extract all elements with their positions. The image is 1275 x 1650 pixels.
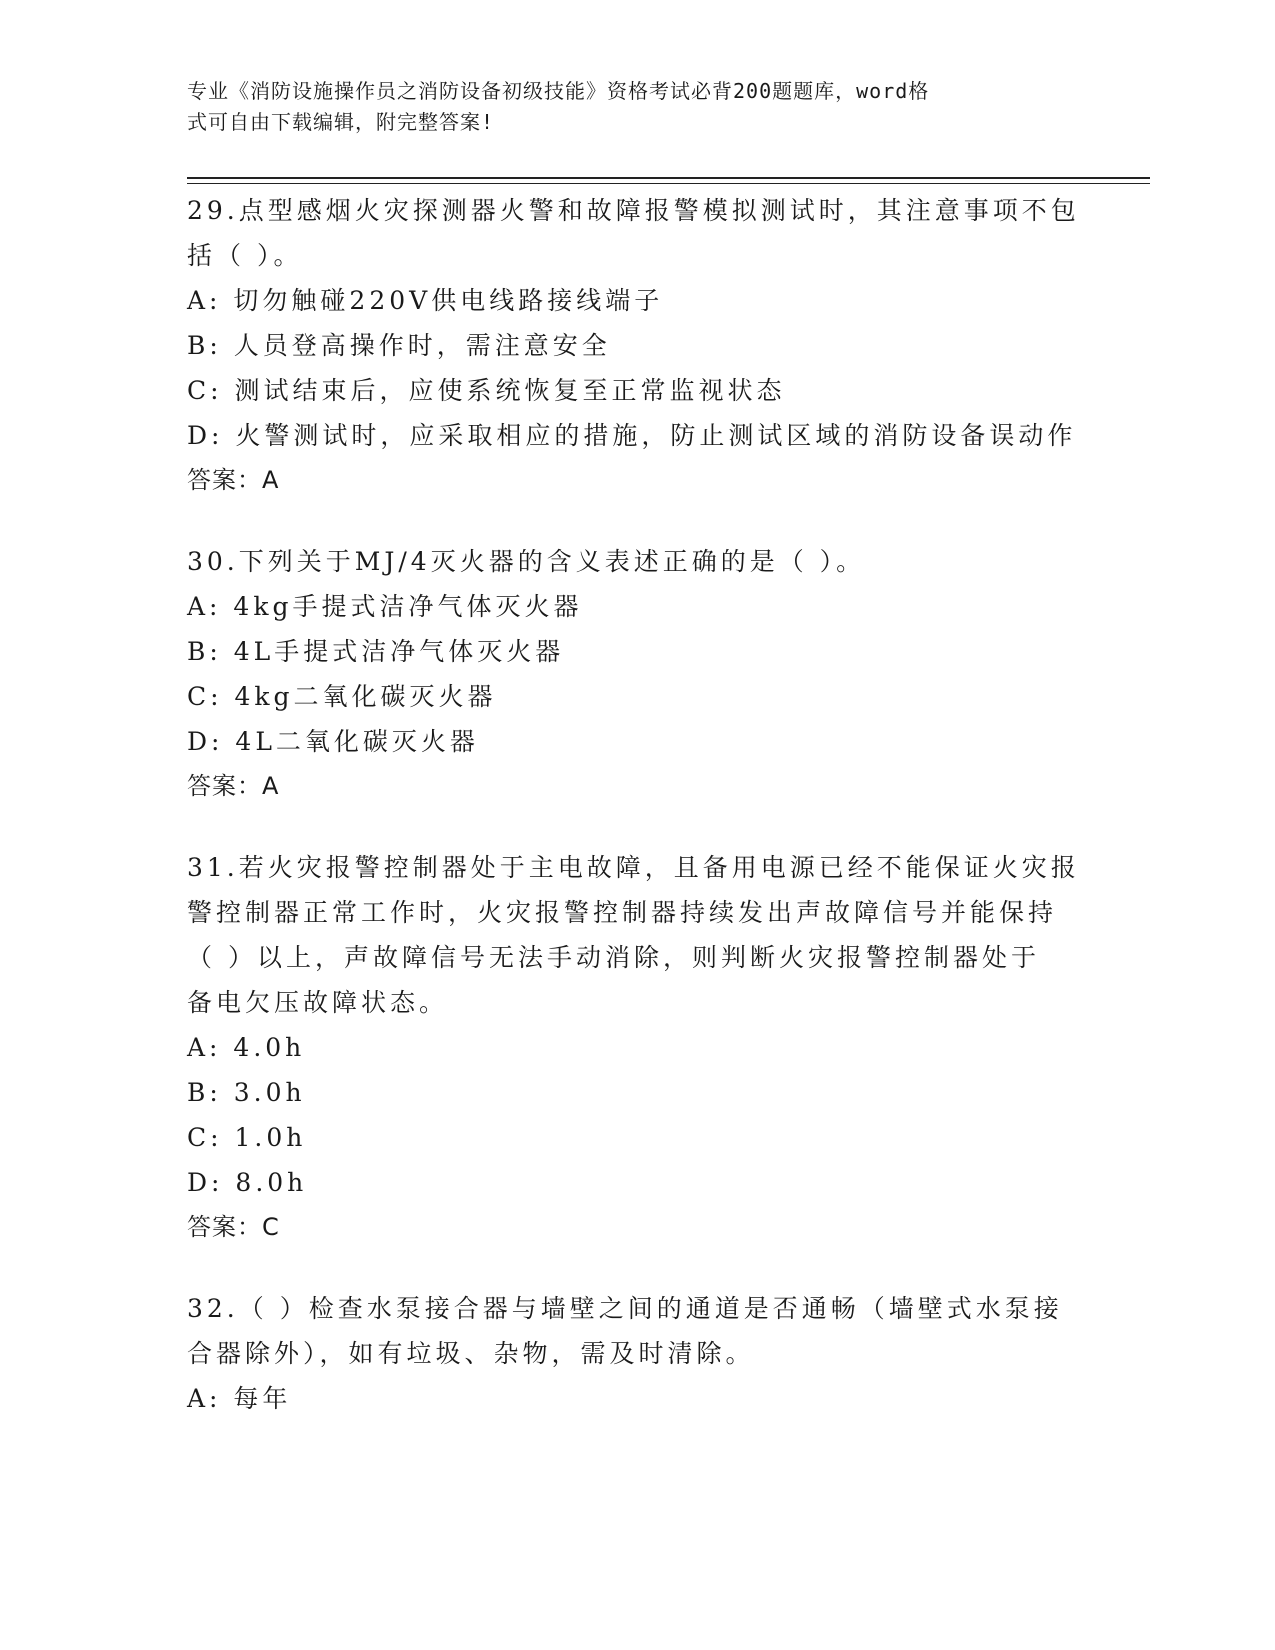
stem-line: 29.点型感烟火灾探测器火警和故障报警模拟测试时，其注意事项不包 xyxy=(187,196,1080,225)
question-stem xyxy=(187,188,1087,278)
header-line-2: 式可自由下载编辑，附完整答案! xyxy=(187,110,495,134)
option-b: B: 人员登高操作时，需注意安全 xyxy=(187,331,611,360)
option-d: D: 4L二氧化碳灭火器 xyxy=(187,727,479,756)
question-29 xyxy=(187,188,1087,503)
stem-line: 警控制器正常工作时，火灾报警控制器持续发出声故障信号并能保持 xyxy=(187,898,1058,927)
document-header xyxy=(187,76,1067,138)
option-c: C: 4kg二氧化碳灭火器 xyxy=(187,682,497,711)
question-32 xyxy=(187,1286,1087,1421)
answer-line: 答案：C xyxy=(187,1213,280,1241)
option-b: B: 3.0h xyxy=(187,1078,306,1107)
header-divider-thick xyxy=(187,177,1150,179)
option-a: A: 4kg手提式洁净气体灭火器 xyxy=(187,592,583,621)
option-a: A: 4.0h xyxy=(187,1033,306,1062)
header-divider-thin xyxy=(187,183,1150,184)
option-a: A: 每年 xyxy=(187,1384,292,1413)
stem-line: 合器除外），如有垃圾、杂物，需及时清除。 xyxy=(187,1339,755,1368)
option-d: D: 火警测试时，应采取相应的措施，防止测试区域的消防设备误动作 xyxy=(187,421,1077,450)
stem-line: 32.（ ）检查水泵接合器与墙壁之间的通道是否通畅（墙壁式水泵接 xyxy=(187,1294,1063,1323)
option-a: A: 切勿触碰220V供电线路接线端子 xyxy=(187,286,664,315)
question-list xyxy=(187,188,1087,1457)
option-b: B: 4L手提式洁净气体灭火器 xyxy=(187,637,565,666)
question-stem xyxy=(187,1286,1087,1376)
option-c: C: 测试结束后，应使系统恢复至正常监视状态 xyxy=(187,376,786,405)
stem-line: 备电欠压故障状态。 xyxy=(187,988,449,1017)
stem-line: 31.若火灾报警控制器处于主电故障，且备用电源已经不能保证火灾报 xyxy=(187,853,1080,882)
stem-line: 括（ ）。 xyxy=(187,241,303,270)
answer-line: 答案：A xyxy=(187,772,280,800)
stem-line: （ ）以上，声故障信号无法手动消除，则判断火灾报警控制器处于 xyxy=(187,943,1040,972)
question-31 xyxy=(187,845,1087,1250)
option-d: D: 8.0h xyxy=(187,1168,308,1197)
question-stem xyxy=(187,539,1087,584)
question-30 xyxy=(187,539,1087,809)
question-stem xyxy=(187,845,1087,1025)
header-line-1: 专业《消防设施操作员之消防设备初级技能》资格考试必背200题题库，word格 xyxy=(187,79,930,103)
answer-line: 答案：A xyxy=(187,466,280,494)
stem-line: 30.下列关于MJ/4灭火器的含义表述正确的是（ ）。 xyxy=(187,547,866,576)
option-c: C: 1.0h xyxy=(187,1123,307,1152)
